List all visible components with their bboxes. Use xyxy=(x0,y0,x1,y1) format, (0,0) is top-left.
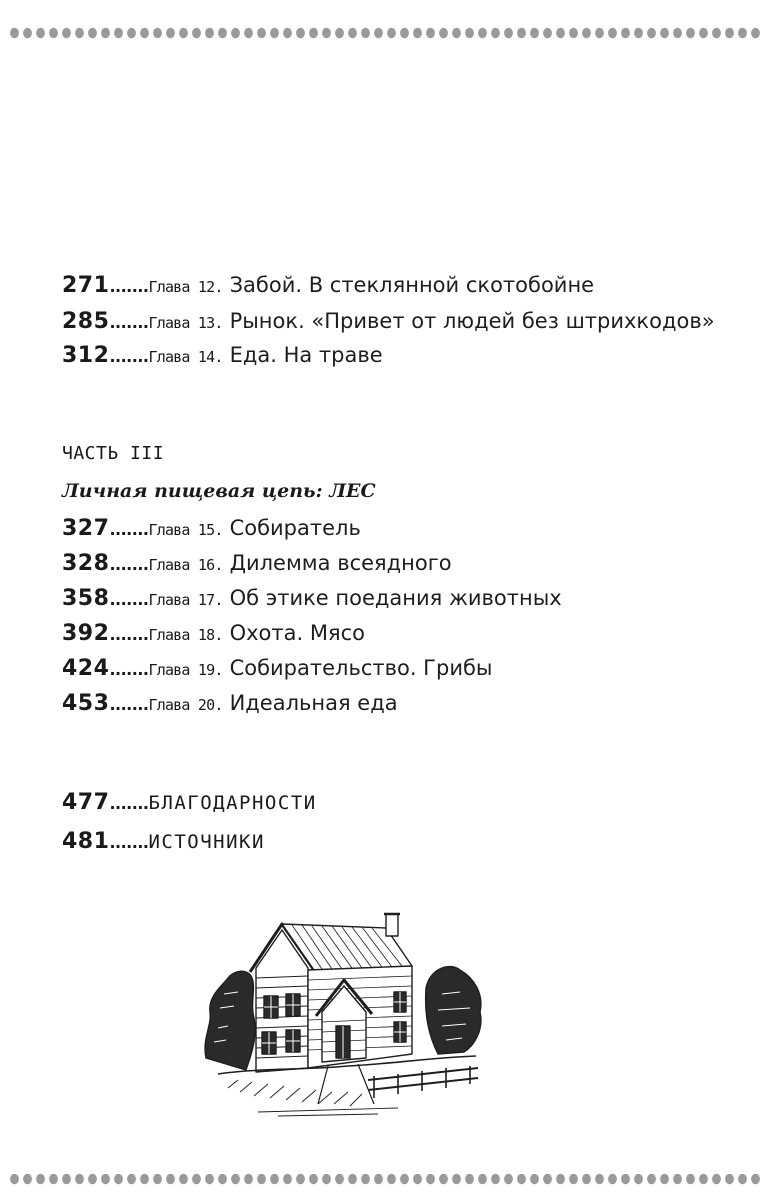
toc-section-title: ИСТОЧНИКИ xyxy=(148,831,265,853)
part-label: ЧАСТЬ III xyxy=(62,443,165,464)
toc-leader-dots: ....... xyxy=(109,794,149,813)
toc-leader-dots: ....... xyxy=(109,277,149,296)
toc-chapter-label: Глава 14. xyxy=(148,348,223,366)
toc-entry[interactable] xyxy=(62,551,452,581)
toc-page-number: 327 xyxy=(62,516,110,541)
toc-entry-sources[interactable] xyxy=(62,829,265,859)
toc-page-number: 328 xyxy=(62,551,110,576)
toc-entry[interactable] xyxy=(62,586,562,616)
toc-leader-dots: ....... xyxy=(109,625,149,644)
toc-chapter-label: Глава 17. xyxy=(148,591,223,609)
toc-chapter-title: Об этике поедания животных xyxy=(229,586,562,610)
toc-entry-acknowledgements[interactable] xyxy=(62,790,317,820)
toc-chapter-label: Глава 12. xyxy=(148,278,223,296)
toc-entry[interactable] xyxy=(62,343,383,373)
toc-entry[interactable] xyxy=(62,273,594,303)
toc-page-number: 285 xyxy=(62,309,110,334)
toc-page-number: 424 xyxy=(62,656,110,681)
toc-entry[interactable] xyxy=(62,656,493,686)
toc-entry[interactable] xyxy=(62,691,398,721)
toc-page-number: 392 xyxy=(62,621,110,646)
toc-chapter-title: Дилемма всеядного xyxy=(229,551,452,575)
toc-leader-dots: ....... xyxy=(109,555,149,574)
toc-leader-dots: ....... xyxy=(109,347,149,366)
toc-leader-dots: ....... xyxy=(109,695,149,714)
toc-chapter-label: Глава 16. xyxy=(148,556,223,574)
toc-chapter-title: Охота. Мясо xyxy=(229,621,365,645)
toc-entry[interactable] xyxy=(62,621,365,651)
bottom-dotted-border xyxy=(8,1172,764,1186)
toc-chapter-title: Забой. В стеклянной скотобойне xyxy=(229,273,595,297)
toc-chapter-title: Собирательство. Грибы xyxy=(229,656,493,680)
toc-entry[interactable] xyxy=(62,309,715,339)
toc-leader-dots: ....... xyxy=(109,660,149,679)
toc-chapter-label: Глава 18. xyxy=(148,626,223,644)
toc-page-number: 312 xyxy=(62,343,110,368)
toc-page-number: 477 xyxy=(62,790,110,815)
toc-leader-dots: ....... xyxy=(109,313,149,332)
toc-chapter-label: Глава 13. xyxy=(148,314,223,332)
toc-section-title: БЛАГОДАРНОСТИ xyxy=(148,792,317,814)
toc-leader-dots: ....... xyxy=(109,833,149,852)
toc-page-number: 481 xyxy=(62,829,110,854)
toc-page-number: 453 xyxy=(62,691,110,716)
toc-leader-dots: ....... xyxy=(109,590,149,609)
part-title: Личная пищевая цепь: ЛЕС xyxy=(62,480,376,502)
toc-chapter-title: Рынок. «Привет от людей без штрихкодов» xyxy=(229,309,715,333)
toc-page-number: 358 xyxy=(62,586,110,611)
toc-chapter-title: Собиратель xyxy=(229,516,361,540)
house-illustration-icon xyxy=(198,908,490,1120)
toc-chapter-label: Глава 20. xyxy=(148,696,223,714)
toc-chapter-title: Идеальная еда xyxy=(229,691,398,715)
toc-chapter-label: Глава 15. xyxy=(148,521,223,539)
toc-chapter-title: Еда. На траве xyxy=(229,343,383,367)
top-dotted-border xyxy=(8,26,764,40)
toc-chapter-label: Глава 19. xyxy=(148,661,223,679)
toc-entry[interactable] xyxy=(62,516,361,546)
toc-page-number: 271 xyxy=(62,273,110,298)
toc-leader-dots: ....... xyxy=(109,520,149,539)
